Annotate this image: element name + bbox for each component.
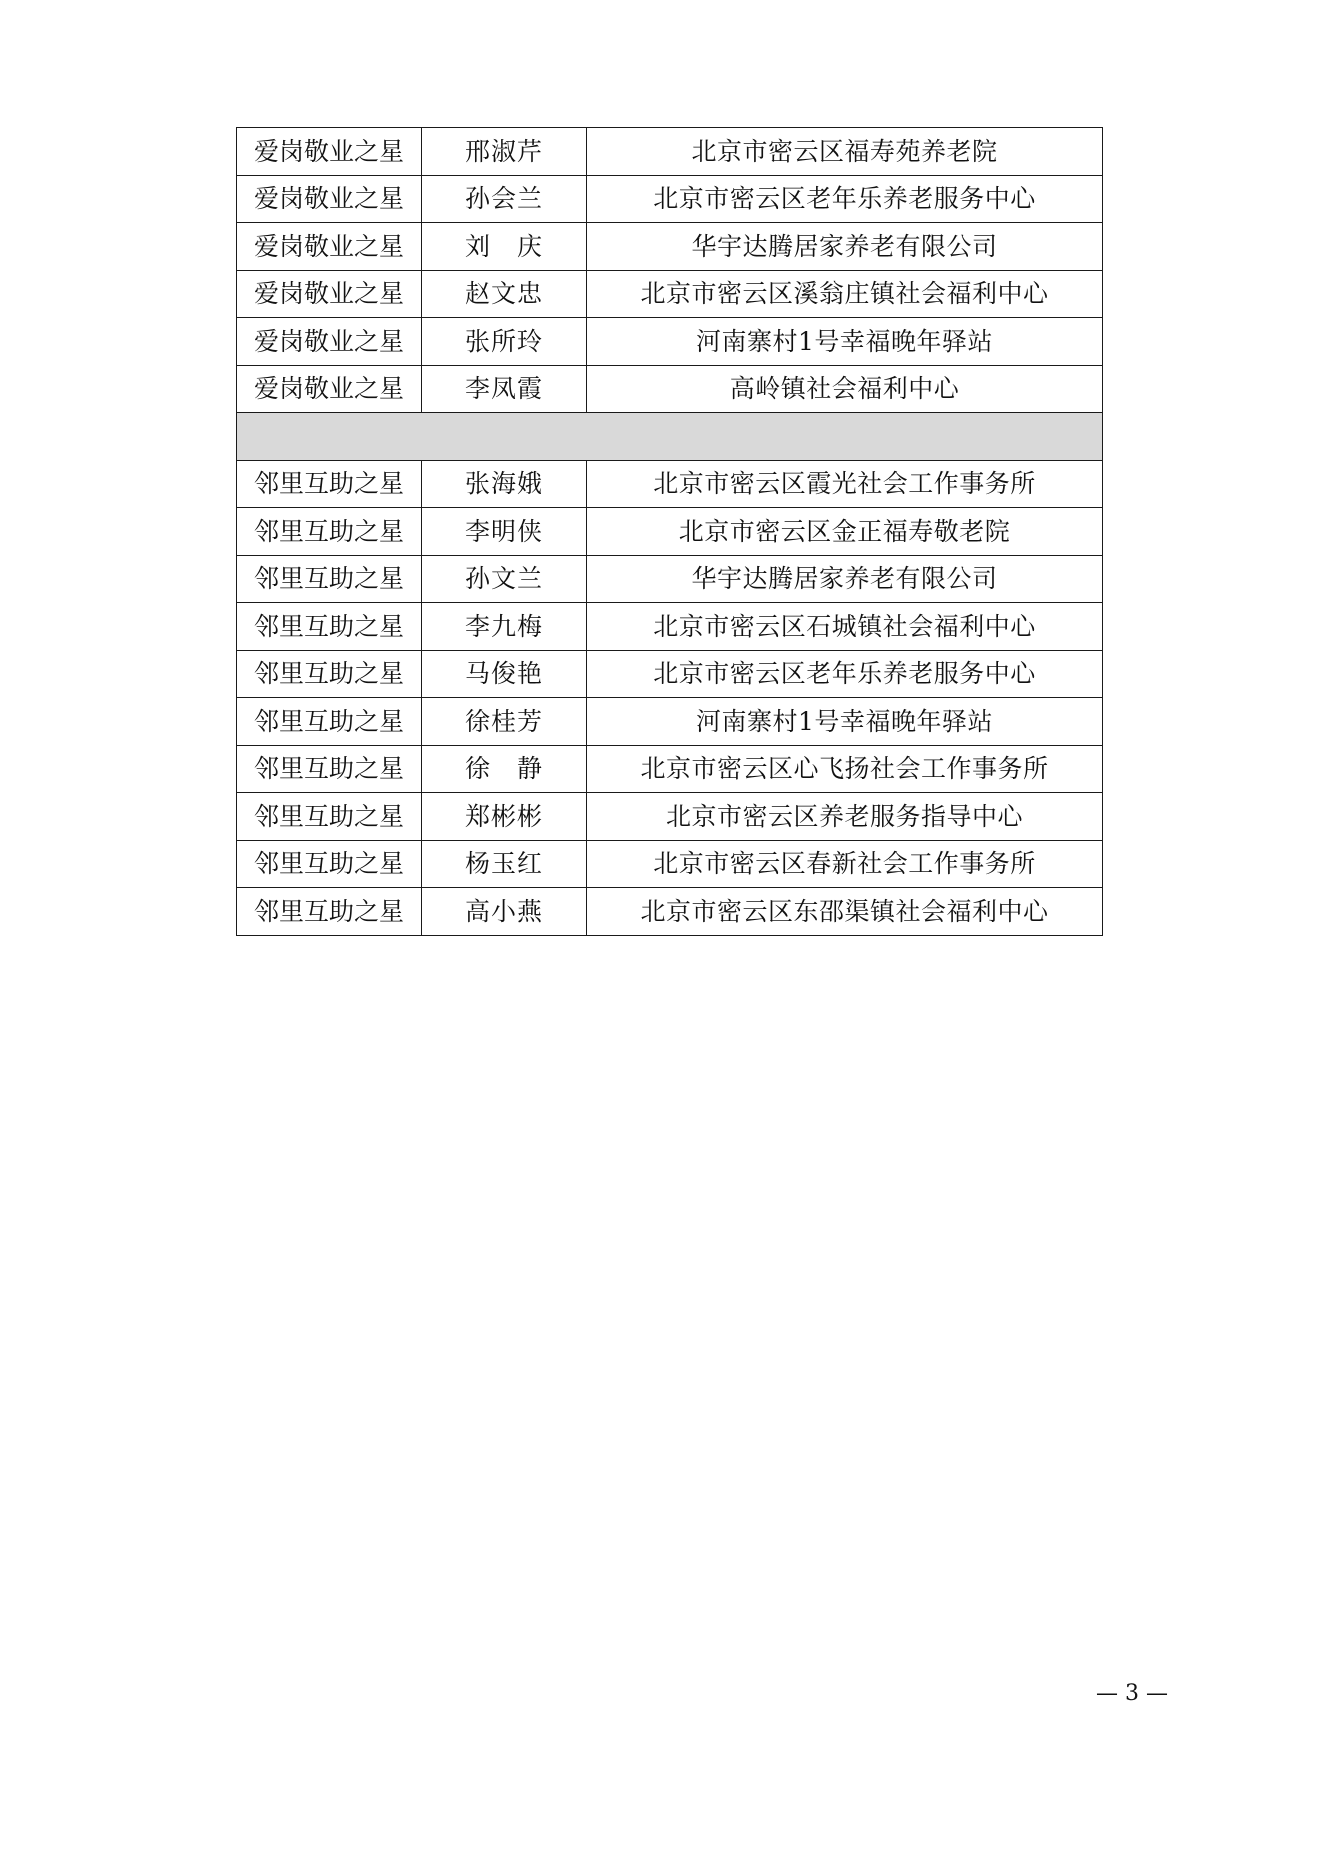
- person-name-cell: 孙会兰: [422, 175, 587, 223]
- award-category-cell: 爱岗敬业之星: [237, 270, 422, 318]
- organization-cell: 河南寨村1号幸福晚年驿站: [587, 698, 1103, 746]
- organization-cell: 北京市密云区霞光社会工作事务所: [587, 460, 1103, 508]
- award-category-cell: 爱岗敬业之星: [237, 175, 422, 223]
- organization-cell: 北京市密云区福寿苑养老院: [587, 128, 1103, 176]
- page-number: — 3 —: [1096, 1681, 1168, 1706]
- section-divider-row: [237, 413, 1103, 461]
- award-category-cell: 邻里互助之星: [237, 603, 422, 651]
- organization-cell: 北京市密云区东邵渠镇社会福利中心: [587, 888, 1103, 936]
- table-row: [237, 793, 1103, 841]
- person-name-cell: 杨玉红: [422, 840, 587, 888]
- table-row: [237, 698, 1103, 746]
- table-row: [237, 175, 1103, 223]
- table-row: [237, 270, 1103, 318]
- table-row: [237, 555, 1103, 603]
- table-row: [237, 888, 1103, 936]
- person-name-cell: 高小燕: [422, 888, 587, 936]
- person-name-cell: 徐 静: [422, 745, 587, 793]
- person-name-cell: 张所玲: [422, 318, 587, 366]
- award-category-cell: 爱岗敬业之星: [237, 128, 422, 176]
- person-name-cell: 赵文忠: [422, 270, 587, 318]
- organization-cell: 北京市密云区春新社会工作事务所: [587, 840, 1103, 888]
- organization-cell: 北京市密云区老年乐养老服务中心: [587, 175, 1103, 223]
- person-name-cell: 马俊艳: [422, 650, 587, 698]
- person-name-cell: 孙文兰: [422, 555, 587, 603]
- person-name-cell: 郑彬彬: [422, 793, 587, 841]
- awards-table: [236, 127, 1103, 936]
- person-name-cell: 张海娥: [422, 460, 587, 508]
- person-name-cell: 徐桂芳: [422, 698, 587, 746]
- organization-cell: 北京市密云区金正福寿敬老院: [587, 508, 1103, 556]
- organization-cell: 北京市密云区石城镇社会福利中心: [587, 603, 1103, 651]
- table-row: [237, 365, 1103, 413]
- organization-cell: 高岭镇社会福利中心: [587, 365, 1103, 413]
- person-name-cell: 李凤霞: [422, 365, 587, 413]
- award-category-cell: 邻里互助之星: [237, 650, 422, 698]
- award-category-cell: 邻里互助之星: [237, 508, 422, 556]
- table-row: [237, 650, 1103, 698]
- award-category-cell: 邻里互助之星: [237, 698, 422, 746]
- organization-cell: 河南寨村1号幸福晚年驿站: [587, 318, 1103, 366]
- table-row: [237, 460, 1103, 508]
- award-category-cell: 邻里互助之星: [237, 555, 422, 603]
- table-row: [237, 745, 1103, 793]
- award-category-cell: 邻里互助之星: [237, 888, 422, 936]
- organization-cell: 北京市密云区溪翁庄镇社会福利中心: [587, 270, 1103, 318]
- table-row: [237, 508, 1103, 556]
- person-name-cell: 刘 庆: [422, 223, 587, 271]
- award-category-cell: 爱岗敬业之星: [237, 223, 422, 271]
- award-category-cell: 邻里互助之星: [237, 793, 422, 841]
- organization-cell: 北京市密云区老年乐养老服务中心: [587, 650, 1103, 698]
- table-row: [237, 128, 1103, 176]
- table-row: [237, 840, 1103, 888]
- organization-cell: 华宇达腾居家养老有限公司: [587, 223, 1103, 271]
- person-name-cell: 邢淑芹: [422, 128, 587, 176]
- award-category-cell: 爱岗敬业之星: [237, 365, 422, 413]
- table-row: [237, 318, 1103, 366]
- award-category-cell: 邻里互助之星: [237, 460, 422, 508]
- award-category-cell: 爱岗敬业之星: [237, 318, 422, 366]
- table-row: [237, 603, 1103, 651]
- award-category-cell: 邻里互助之星: [237, 745, 422, 793]
- organization-cell: 北京市密云区养老服务指导中心: [587, 793, 1103, 841]
- section-divider-cell: [237, 413, 1103, 461]
- organization-cell: 华宇达腾居家养老有限公司: [587, 555, 1103, 603]
- person-name-cell: 李明侠: [422, 508, 587, 556]
- organization-cell: 北京市密云区心飞扬社会工作事务所: [587, 745, 1103, 793]
- table-row: [237, 223, 1103, 271]
- award-category-cell: 邻里互助之星: [237, 840, 422, 888]
- person-name-cell: 李九梅: [422, 603, 587, 651]
